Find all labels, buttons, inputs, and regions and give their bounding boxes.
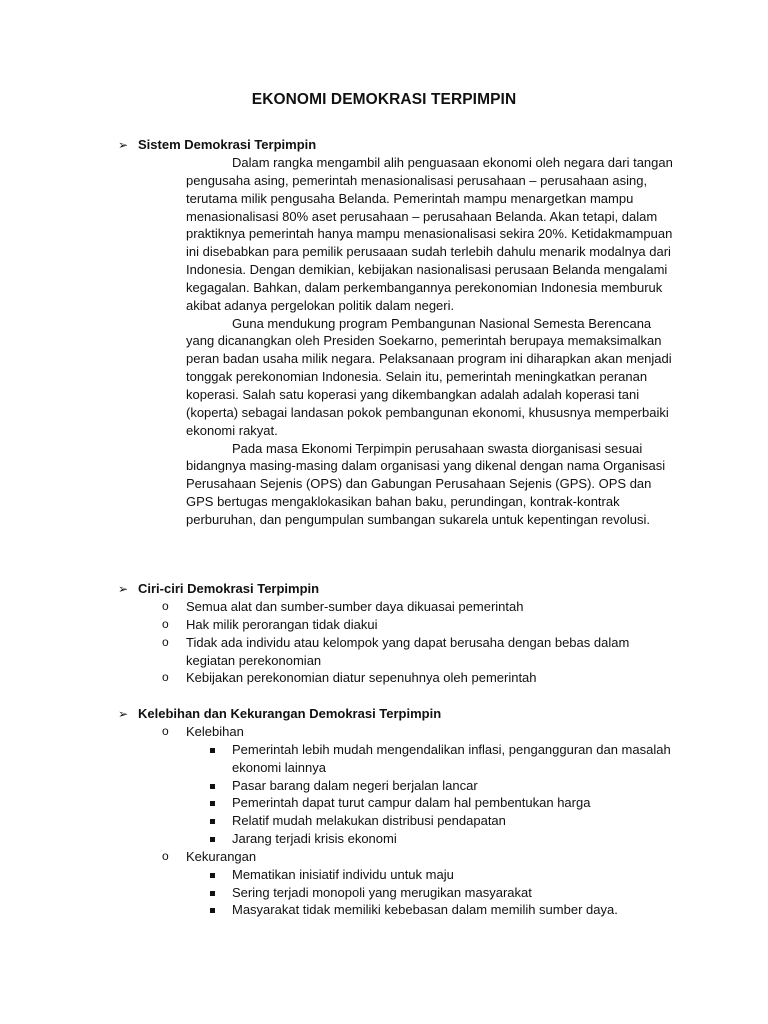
list-item xyxy=(118,830,678,848)
list-item xyxy=(118,794,678,812)
arrow-bullet-icon: ➢ xyxy=(118,138,129,152)
list-item-kekurangan xyxy=(118,848,678,866)
list-item-text: Pemerintah dapat turut campur dalam hal pembentukan harga xyxy=(232,795,591,811)
list-item xyxy=(118,777,678,795)
paragraph: Dalam rangka mengambil alih penguasaan ekonomi oleh negara dari tangan pengusaha asing, pemerintah menasionalisasi perusahaan – perusahaan asing, terutama milik pengusaha Belanda. Pemerintah mampu menargetkan mampu menasionalisasi 80% aset perusahaan – perusahaan Belanda. Akan tetapi, dalam praktiknya pemerintah hanya mampu menasionalisasi sekira 20%. Ketidakmampuan ini disebabkan para pemilik perusaaan sudah terlebih dahulu menarik modalnya dari Indonesia. Dengan demikian, kebijakan nasionalisasi perusaan Belanda mengalami kegagalan. Bahkan, dalam perkembangannya perekonomian Indonesia memburuk akibat adanya pergelokan politik dalam negeri. xyxy=(186,155,673,313)
circle-bullet-icon: o xyxy=(162,724,169,738)
kekurangan-list xyxy=(118,866,698,920)
list-item-text: Hak milik perorangan tidak diakui xyxy=(186,616,378,632)
list-item-kelebihan xyxy=(118,723,678,741)
subheading-kelebihan: Kelebihan xyxy=(186,724,244,739)
list-item xyxy=(118,741,678,777)
list-item-text: Sering terjadi monopoli yang merugikan masyarakat xyxy=(232,884,532,900)
list-item xyxy=(118,884,678,902)
list-item xyxy=(118,901,678,919)
section-heading-text: Kelebihan dan Kekurangan Demokrasi Terpimpin xyxy=(138,706,442,721)
square-bullet-icon xyxy=(210,748,215,753)
square-bullet-icon xyxy=(210,873,215,878)
circle-bullet-icon: o xyxy=(162,634,169,649)
list-item-text: Pasar barang dalam negeri berjalan lancar xyxy=(232,777,478,793)
document-title: EKONOMI DEMOKRASI TERPIMPIN xyxy=(251,91,517,108)
list-item xyxy=(118,812,678,830)
list-item xyxy=(118,634,678,670)
paragraph: Guna mendukung program Pembangunan Nasional Semesta Berencana yang dicanangkan oleh Presiden Soekarno, pemerintah berupaya memaksimalkan peran badan usaha milik negara. Pelaksanaan program ini diharapkan akan menjadi tonggak perekonomian Indonesia. Selain itu, pemerintah meningkatkan peranan koperasi. Salah satu koperasi yang dikembangkan adalah adalah koperasi tani (koperta) sebagai landasan pokok pembangunan ekonomi, khususnya memperbaiki ekonomi rakyat. xyxy=(186,315,672,438)
list-item-text: Tidak ada individu atau kelompok yang dapat berusaha dengan bebas dalam kegiatan perekonomian xyxy=(186,634,630,668)
square-bullet-icon xyxy=(210,891,215,896)
list-item-text: Kebijakan perekonomian diatur sepenuhnya oleh pemerintah xyxy=(186,670,537,686)
circle-bullet-icon: o xyxy=(162,599,169,613)
list-item xyxy=(118,598,678,616)
arrow-bullet-icon: ➢ xyxy=(118,707,129,721)
section-kelebihan-kekurangan xyxy=(118,705,698,919)
list-item-text: Relatif mudah melakukan distribusi pendapatan xyxy=(232,813,506,829)
circle-bullet-icon: o xyxy=(162,848,169,863)
section-sistem xyxy=(118,136,698,529)
list-item-text: Jarang terjadi krisis ekonomi xyxy=(232,831,397,847)
section-heading-sistem xyxy=(118,136,698,154)
square-bullet-icon xyxy=(210,801,215,806)
square-bullet-icon xyxy=(210,784,215,789)
circle-bullet-icon: o xyxy=(162,616,169,631)
list-item-text: Semua alat dan sumber-sumber daya dikuasai pemerintah xyxy=(186,599,524,614)
section-heading-text: Ciri-ciri Demokrasi Terpimpin xyxy=(138,581,320,596)
list-item xyxy=(118,669,678,687)
subheading-kekurangan: Kekurangan xyxy=(186,848,257,864)
arrow-bullet-icon: ➢ xyxy=(118,582,129,596)
list-item-text: Mematikan inisiatif individu untuk maju xyxy=(232,866,454,882)
list-item xyxy=(118,616,678,634)
list-item-text: Pemerintah lebih mudah mengendalikan inflasi, pengangguran dan masalah ekonomi lainnya xyxy=(232,741,671,775)
paragraph: Pada masa Ekonomi Terpimpin perusahaan swasta diorganisasi sesuai bidangnya masing-masing dalam organisasi yang dikenal dengan nama Organisasi Perusahaan Sejenis (OPS) dan Gabungan Perusahaan Sejenis (GPS). OPS dan GPS bertugas mengaklokasikan bahan baku, perundingan, kontrak-kontrak perburuhan, dan pengumpulan sumbangan sukarela untuk kepentingan revolusi. xyxy=(186,440,666,527)
square-bullet-icon xyxy=(210,837,215,842)
square-bullet-icon xyxy=(210,908,215,913)
section-ciri xyxy=(118,580,698,687)
section-body xyxy=(186,154,678,529)
section-heading-text: Sistem Demokrasi Terpimpin xyxy=(138,137,317,152)
circle-bullet-icon: o xyxy=(162,670,169,685)
section-heading-ciri xyxy=(118,580,698,598)
kekurangan-heading-list xyxy=(118,848,698,866)
section-heading-kelebihan-kekurangan xyxy=(118,705,698,723)
ciri-list xyxy=(118,598,698,687)
kelebihan-kekurangan-list xyxy=(118,723,698,741)
list-item xyxy=(118,866,678,884)
kelebihan-list xyxy=(118,741,698,848)
list-item-text: Masyarakat tidak memiliki kebebasan dalam memilih sumber daya. xyxy=(232,902,618,918)
square-bullet-icon xyxy=(210,819,215,824)
